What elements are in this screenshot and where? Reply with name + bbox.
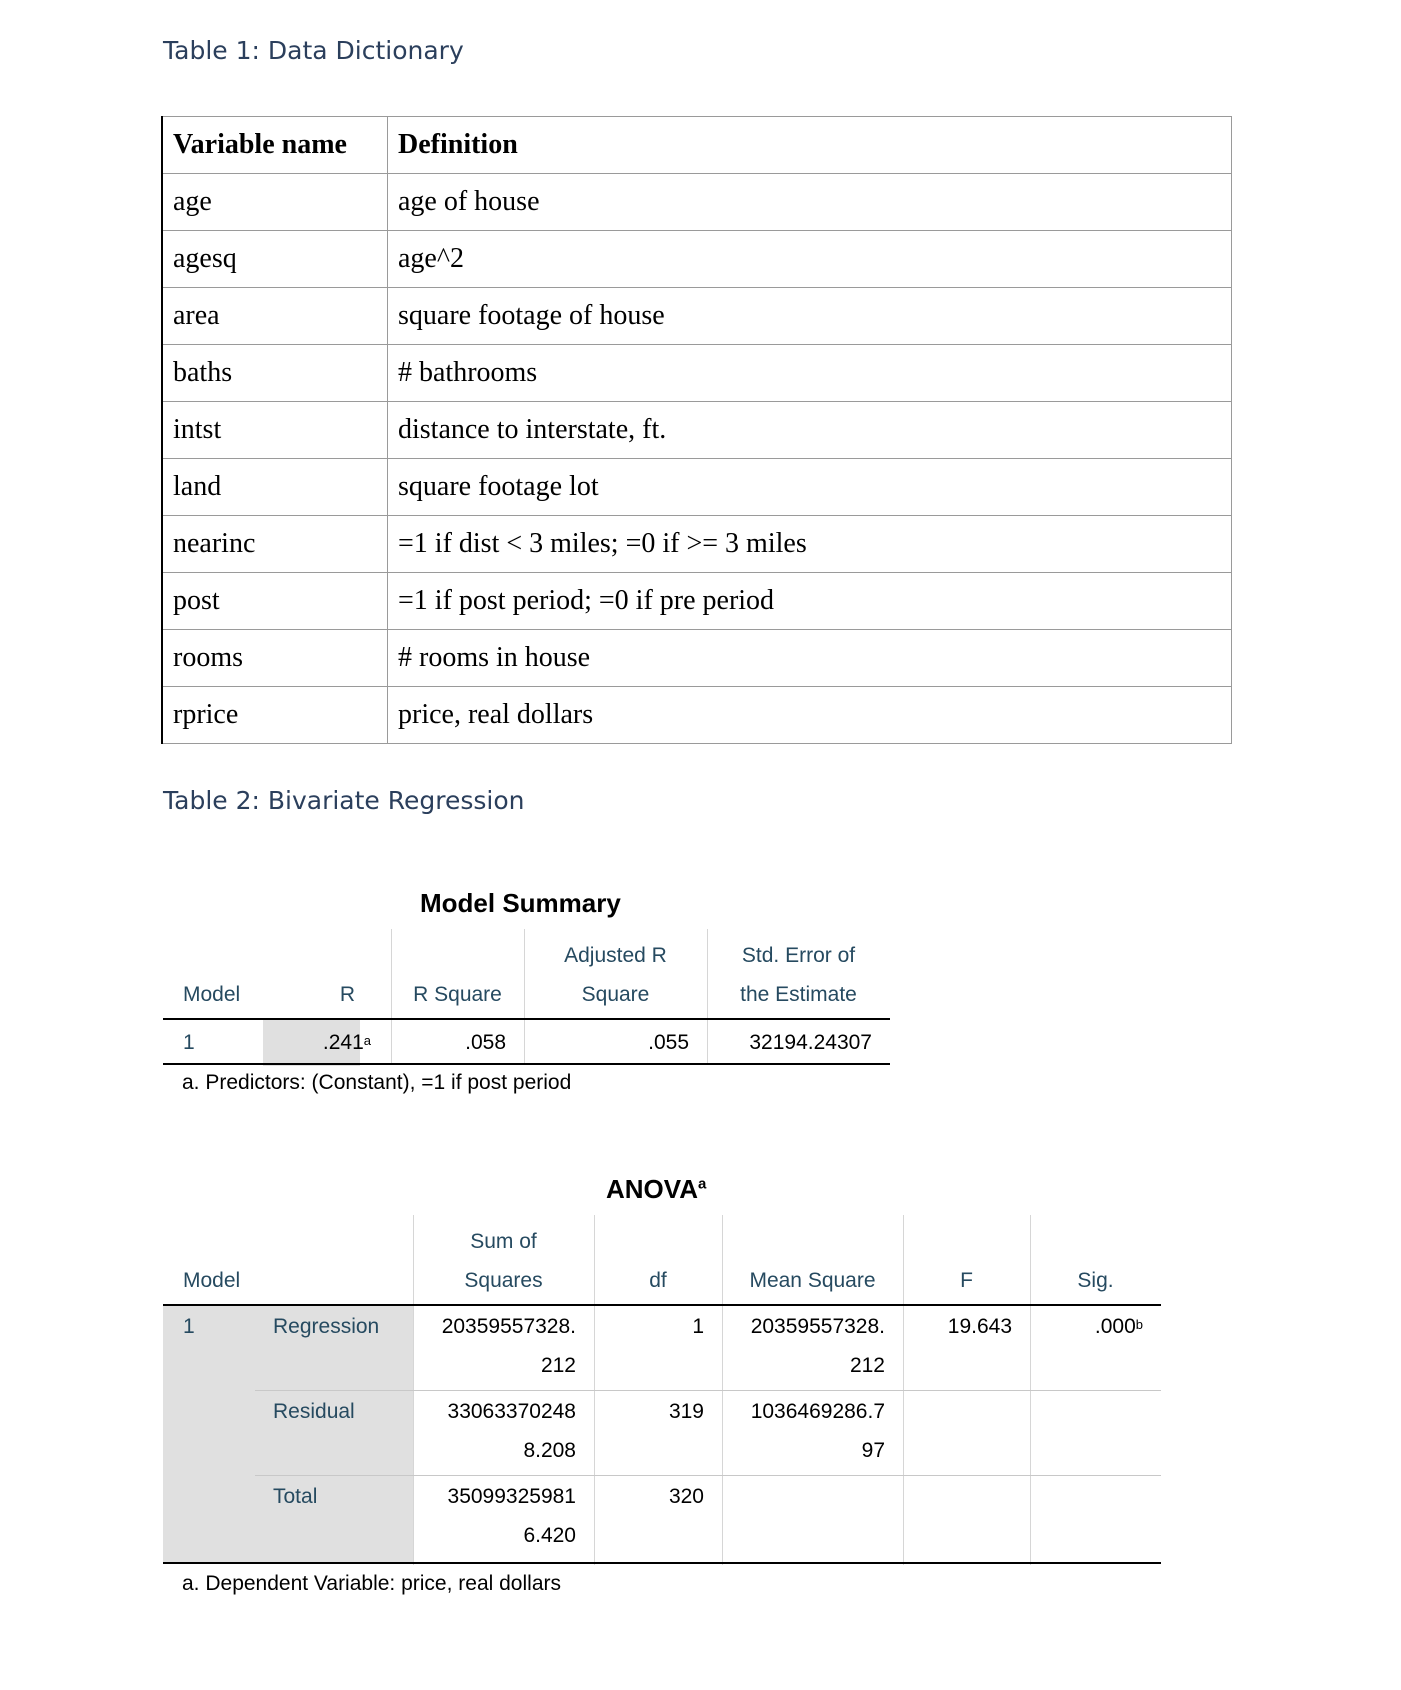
anova-tot-df: 320: [668, 1485, 704, 1508]
anova-footnote: a. Dependent Variable: price, real dollars: [182, 1572, 561, 1595]
ms-header-adjusted-2: Square: [581, 983, 650, 1006]
ms-r-value: [263, 1020, 391, 1066]
table1-caption: Table 1: Data Dictionary: [163, 36, 464, 65]
sig-footnote: b: [1135, 1317, 1143, 1332]
anova-reg-sig: [1030, 1306, 1161, 1347]
variable-cell: land: [162, 459, 388, 516]
anova-row-residual-label: Residual: [273, 1400, 355, 1423]
anova-reg-ss-1: 20359557328.: [441, 1315, 576, 1338]
anova-title-text: ANOVA: [606, 1174, 698, 1204]
anova-reg-ss-2: 212: [540, 1354, 576, 1377]
anova-header-mean-square: Mean Square: [749, 1269, 876, 1292]
table-row: [162, 174, 1232, 231]
table2-caption: Table 2: Bivariate Regression: [163, 786, 525, 815]
definition-cell: age^2: [388, 231, 1232, 288]
anova-header-ss-2: Squares: [464, 1269, 543, 1292]
anova-tot-ss-1: 35099325981: [447, 1485, 576, 1508]
ms-footnote: a. Predictors: (Constant), =1 if post period: [182, 1071, 572, 1094]
anova-header-model: Model: [183, 1269, 241, 1292]
ms-header-r-square: R Square: [413, 983, 502, 1006]
anova-row-regression-label: Regression: [273, 1315, 380, 1338]
definition-cell: =1 if dist < 3 miles; =0 if >= 3 miles: [388, 516, 1232, 573]
table-row: [162, 459, 1232, 516]
sig-value-text: .000: [1094, 1315, 1136, 1338]
variable-cell: baths: [162, 345, 388, 402]
ms-header-adjusted-1: Adjusted R: [564, 944, 667, 967]
table-row: [162, 516, 1232, 573]
ms-se-value: 32194.24307: [749, 1031, 872, 1054]
table-row: [162, 630, 1232, 687]
table-row: [162, 345, 1232, 402]
definition-cell: square footage of house: [388, 288, 1232, 345]
table-header-row: [162, 117, 1232, 174]
anova-tot-ss-2: 6.420: [523, 1524, 576, 1547]
header-definition: Definition: [388, 117, 1232, 174]
ms-adj-value: .055: [648, 1031, 689, 1054]
variable-cell: agesq: [162, 231, 388, 288]
anova-header-sig: Sig.: [1077, 1269, 1114, 1292]
anova-model-value: 1: [183, 1315, 195, 1338]
anova-res-ss-2: 8.208: [523, 1439, 576, 1462]
anova-res-ms-2: 97: [861, 1439, 885, 1462]
anova-res-ms-1: 1036469286.7: [750, 1400, 885, 1423]
anova-header-f: F: [960, 1269, 973, 1292]
definition-cell: =1 if post period; =0 if pre period: [388, 573, 1232, 630]
anova-header-df: df: [649, 1269, 667, 1292]
anova-reg-ms-1: 20359557328.: [750, 1315, 885, 1338]
anova-reg-df: 1: [692, 1315, 704, 1338]
anova-header-ss-1: Sum of: [470, 1230, 537, 1253]
r-value-text: .241: [322, 1031, 364, 1054]
definition-cell: price, real dollars: [388, 687, 1232, 744]
definition-cell: # bathrooms: [388, 345, 1232, 402]
definition-cell: square footage lot: [388, 459, 1232, 516]
definition-cell: distance to interstate, ft.: [388, 402, 1232, 459]
table-row: [162, 402, 1232, 459]
ms-header-model: Model: [183, 983, 241, 1006]
table-row: [162, 231, 1232, 288]
anova-reg-ms-2: 212: [849, 1354, 885, 1377]
table-row: [162, 573, 1232, 630]
table-row: [162, 288, 1232, 345]
data-dictionary-table: [161, 116, 1232, 744]
anova-res-ss-1: 33063370248: [447, 1400, 576, 1423]
anova-table: [163, 1215, 1161, 1565]
variable-cell: rprice: [162, 687, 388, 744]
ms-header-r: R: [339, 983, 355, 1006]
table-row: [162, 687, 1232, 744]
ms-rsq-value: .058: [465, 1031, 506, 1054]
anova-title: [606, 1174, 706, 1205]
variable-cell: nearinc: [162, 516, 388, 573]
ms-header-std-error-1: Std. Error of: [741, 944, 856, 967]
anova-res-df: 319: [668, 1400, 704, 1423]
anova-row-total-label: Total: [273, 1485, 318, 1508]
variable-cell: post: [162, 573, 388, 630]
variable-cell: area: [162, 288, 388, 345]
definition-cell: age of house: [388, 174, 1232, 231]
r-footnote: a: [363, 1033, 371, 1048]
model-summary-title: Model Summary: [420, 888, 621, 918]
anova-title-footnote: a: [697, 1175, 707, 1193]
variable-cell: age: [162, 174, 388, 231]
header-variable-name: Variable name: [162, 117, 388, 174]
anova-reg-f: 19.643: [947, 1315, 1012, 1338]
ms-header-std-error-2: the Estimate: [740, 983, 857, 1006]
model-summary-table: [163, 929, 890, 1065]
variable-cell: rooms: [162, 630, 388, 687]
variable-cell: intst: [162, 402, 388, 459]
definition-cell: # rooms in house: [388, 630, 1232, 687]
ms-model-value: 1: [183, 1031, 195, 1054]
